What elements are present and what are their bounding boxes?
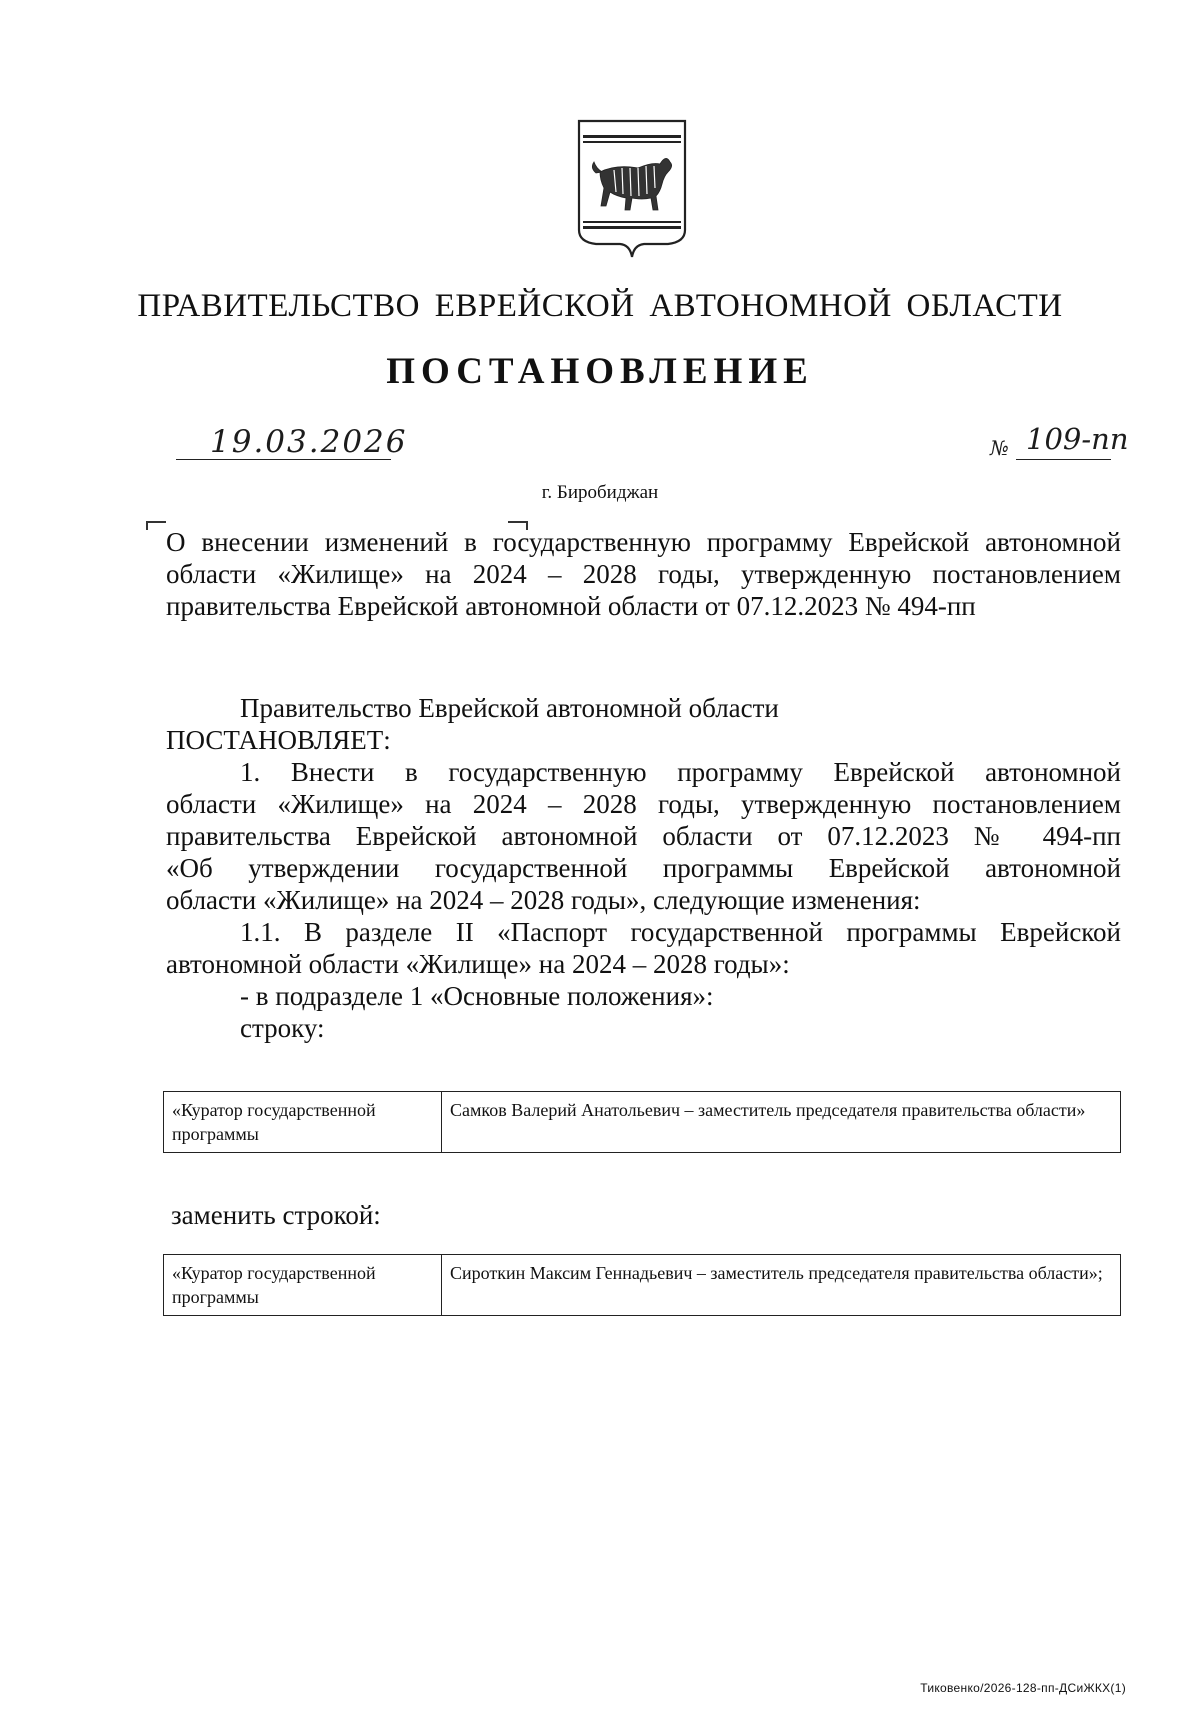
subject-line: О внесении изменений в государственную программу Еврейской автономной: [166, 527, 1121, 557]
table-row: [164, 1255, 1121, 1316]
document-date: 19.03.2026: [210, 424, 408, 460]
city-name: г. Биробиджан: [541, 482, 659, 503]
document-type-title: ПОСТАНОВЛЕНИЕ: [386, 351, 814, 392]
item-1-line: правительства Еврейской автономной области от 07.12.2023 № 494-пп: [166, 821, 1121, 851]
item-1-line: области «Жилище» на 2024 – 2028 годы», следующие изменения:: [166, 885, 921, 915]
table-cell-label: «Куратор государственной программы: [164, 1255, 442, 1316]
table-cell-value: Самков Валерий Анатольевич – заместитель председателя правительства области»: [442, 1092, 1121, 1153]
item-1-line: области «Жилище» на 2024 – 2028 годы, утвержденную постановлением: [166, 789, 1121, 819]
intro-line: Правительство Еврейской автономной области: [240, 693, 779, 723]
old-row-table: [163, 1091, 1121, 1153]
new-row-table: [163, 1254, 1121, 1316]
coat-of-arms-emblem: [576, 118, 688, 260]
document-number: 109-пп: [1026, 422, 1129, 456]
subject-line: области «Жилище» на 2024 – 2028 годы, утвержденную постановлением: [166, 559, 1121, 589]
subject-line: правительства Еврейской автономной области от 07.12.2023 № 494-пп: [166, 591, 976, 621]
item-1-1-line: автономной области «Жилище» на 2024 – 2028 годы»:: [166, 949, 790, 979]
row-label: строку:: [240, 1013, 325, 1043]
item-1-line: 1. Внести в государственную программу Еврейской автономной: [240, 757, 1121, 787]
subsection-line: - в подразделе 1 «Основные положения»:: [240, 981, 714, 1011]
table-cell-label: «Куратор государственной программы: [164, 1092, 442, 1153]
government-header: ПРАВИТЕЛЬСТВО ЕВРЕЙСКОЙ АВТОНОМНОЙ ОБЛАСТИ: [137, 288, 1063, 324]
table-cell-value: Сироткин Максим Геннадьевич – заместитель председателя правительства области»;: [442, 1255, 1121, 1316]
replace-label: заменить строкой:: [171, 1200, 381, 1230]
item-1-1-line: 1.1. В разделе II «Паспорт государственной программы Еврейской: [240, 917, 1121, 947]
number-sign: №: [990, 436, 1009, 460]
item-1-line: «Об утверждении государственной программы Еврейской автономной: [166, 853, 1121, 883]
date-underline: [176, 459, 391, 460]
footer-reference: Тиковенко/2026-128-пп-ДСиЖКХ(1): [920, 1681, 1126, 1695]
intro-decree: ПОСТАНОВЛЯЕТ:: [166, 725, 391, 755]
table-row: [164, 1092, 1121, 1153]
title-corner-left: [146, 521, 166, 530]
number-underline: [1016, 459, 1111, 460]
